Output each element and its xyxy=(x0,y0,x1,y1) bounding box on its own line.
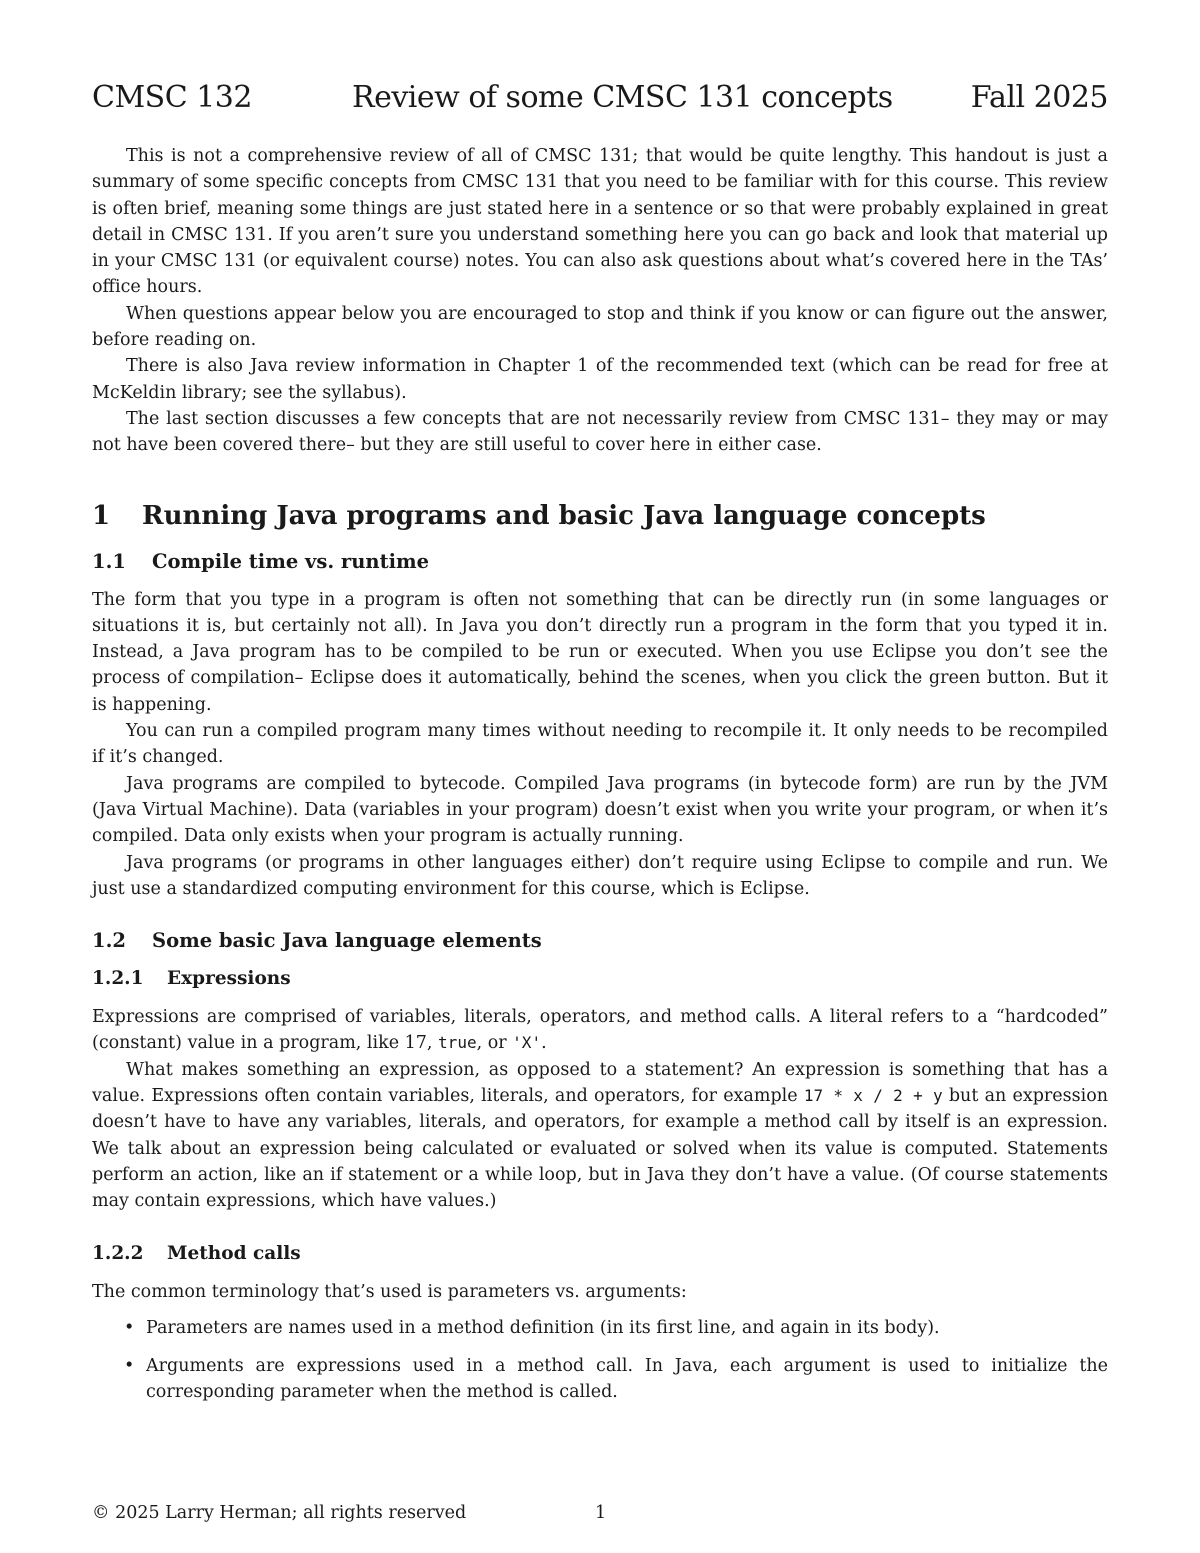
bullet-icon: • xyxy=(124,1317,135,1338)
list-item xyxy=(92,1315,1108,1341)
list-item-text: Arguments are expressions used in a method call. In Java, each argument is used to initialize the corresponding parameter when the method is called. xyxy=(146,1356,1108,1403)
intro-paragraph-3: There is also Java review information in Chapter 1 of the recommended text (which can be read for free at McKeldin library; see the syllabus). xyxy=(92,356,1108,403)
list-item xyxy=(92,1353,1108,1406)
list-item-text: Parameters are names used in a method definition (in its first line, and again in its body). xyxy=(146,1317,940,1338)
header-term: Fall 2025 xyxy=(970,80,1108,115)
expressions-paragraph-1 xyxy=(92,1004,1108,1057)
section-1-1-heading xyxy=(92,549,1108,575)
subsection-number: 1.1 xyxy=(92,549,126,573)
footer-page-number: 1 xyxy=(595,1503,607,1523)
subsubsection-number: 1.2.2 xyxy=(92,1242,144,1264)
compile-paragraph-1: The form that you type in a program is often not something that can be directly run (in some languages or situations it is, but certainly not all). In Java you don’t directly run a program in the form that you typed it in. Instead, a Java program has to be compiled to be run or executed. When you use Eclipse you don’t see the process of compilation– Eclipse does it automatically, behind the scenes, when you click the green button. But it is happening. xyxy=(92,589,1108,715)
compile-paragraph-2: You can run a compiled program many times without needing to recompile it. It only needs to be recompiled if it’s changed. xyxy=(92,721,1108,768)
expressions-paragraph-2 xyxy=(92,1057,1108,1215)
compile-paragraph-3: Java programs are compiled to bytecode. Compiled Java programs (in bytecode form) are run by the JVM (Java Virtual Machine). Data (variables in your program) doesn’t exist when you write your program, or when it’s compiled. Data only exists when your program is actually running. xyxy=(92,773,1108,847)
subsection-title: Some basic Java language elements xyxy=(152,929,542,953)
footer-copyright: © 2025 Larry Herman; all rights reserved xyxy=(92,1503,467,1523)
section-1-2-1-heading xyxy=(92,966,1108,992)
subsection-number: 1.2 xyxy=(92,929,126,953)
text-run: . xyxy=(541,1033,547,1054)
bullet-icon: • xyxy=(124,1356,135,1377)
code-expression: 17 * x / 2 + y xyxy=(803,1086,943,1106)
code-literal-true: true xyxy=(438,1033,477,1053)
document-body xyxy=(92,143,1108,1418)
intro-paragraph-1: This is not a comprehensive review of all of CMSC 131; that would be quite lengthy. This handout is just a summary of some specific concepts from CMSC 131 that you need to be familiar with for this course. This review is often brief, meaning some things are just stated here in a sentence or so that were probably explained in great detail in CMSC 131. If you aren’t sure you understand something here you can go back and look that material up in your CMSC 131 (or equivalent course) notes. You can also ask questions about what’s covered here in the TAs’ office hours. xyxy=(92,146,1108,298)
parameters-arguments-list xyxy=(92,1315,1108,1406)
intro-paragraph-4: The last section discusses a few concepts that are not necessarily review from CMSC 131– they may or may not have been covered there– but they are still useful to cover here in either case. xyxy=(92,408,1108,456)
intro-paragraph-2: When questions appear below you are encouraged to stop and think if you know or can figure out the answer, before reading on. xyxy=(92,303,1108,351)
header-course: CMSC 132 xyxy=(92,80,252,115)
compile-paragraph-4: Java programs (or programs in other languages either) don’t require using Eclipse to compile and run. We just use a standardized computing environment for this course, which is Eclipse. xyxy=(92,852,1108,899)
page-header xyxy=(92,80,1108,120)
text-run: , or xyxy=(476,1033,513,1054)
subsection-title: Compile time vs. runtime xyxy=(152,549,430,573)
section-title: Running Java programs and basic Java language concepts xyxy=(142,500,986,531)
text-run: but an expression doesn’t have to have any variables, literals, and operators, for example a method call by itself is an expression. We talk about an expression being calculated or evaluated or solved when its value is computed. Statements perform an action, like an if statement or a while loop, but in Java they don’t have a value. (Of course statements may contain expressions, which have values.) xyxy=(92,1086,1109,1212)
subsubsection-number: 1.2.1 xyxy=(92,968,144,990)
text-run: Expressions are comprised of variables, literals, operators, and method calls. A literal refers to a “hardcoded” (constant) value in a program, like 17, xyxy=(92,1007,1108,1054)
method-calls-paragraph: The common terminology that’s used is parameters vs. arguments: xyxy=(92,1281,687,1302)
section-1-2-heading xyxy=(92,928,1108,954)
header-title: Review of some CMSC 131 concepts xyxy=(352,80,893,115)
text-run: What makes something an expression, as opposed to a statement? An expression is something that has a value. Expressions often contain variables, literals, and operators, for example xyxy=(92,1059,1108,1107)
subsubsection-title: Expressions xyxy=(167,968,291,990)
section-1-heading xyxy=(92,499,1108,533)
code-literal-char: 'X' xyxy=(512,1033,542,1053)
section-number: 1 xyxy=(92,500,111,531)
subsubsection-title: Method calls xyxy=(167,1242,301,1264)
section-1-2-2-heading xyxy=(92,1241,1108,1267)
